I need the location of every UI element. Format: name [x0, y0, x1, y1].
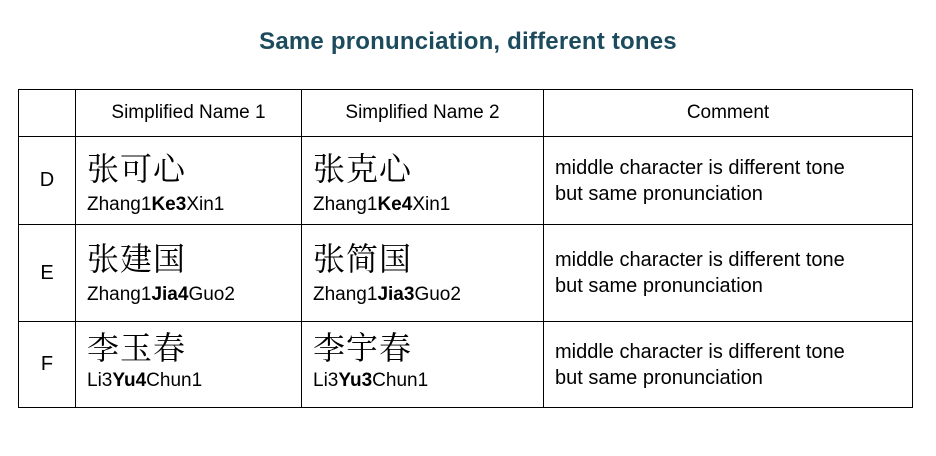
header-simplified-name-2: Simplified Name 2 [302, 90, 544, 137]
hanzi-name: 张建国 [87, 240, 187, 278]
comment-line: middle character is different tone [555, 156, 845, 179]
pinyin-syllable-highlight: Ke3 [151, 194, 187, 215]
pinyin-syllable: Zhang1 [313, 284, 378, 305]
name-1-cell [76, 225, 302, 322]
table-header-row [19, 90, 913, 137]
pinyin-name [87, 194, 301, 216]
pinyin-syllable: Zhang1 [87, 284, 152, 305]
hanzi-name: 张可心 [87, 150, 187, 188]
hanzi-name: 李宇春 [313, 329, 413, 367]
pinyin-name [87, 284, 301, 306]
hanzi-name: 李玉春 [87, 329, 187, 367]
pinyin-syllable: Zhang1 [87, 194, 152, 215]
names-table [18, 89, 913, 408]
hanzi-name: 张克心 [313, 150, 413, 188]
comment-line: but same pronunciation [555, 182, 763, 205]
header-label [19, 90, 76, 137]
table-row [19, 137, 913, 225]
pinyin-syllable: Guo2 [414, 284, 461, 305]
row-label: F [19, 322, 76, 408]
header-comment: Comment [544, 90, 913, 137]
comment-line: middle character is different tone [555, 249, 845, 271]
hanzi-name: 张简国 [313, 240, 413, 278]
comment-line: middle character is different tone [555, 340, 845, 363]
table-row [19, 225, 913, 322]
pinyin-syllable: Xin1 [412, 194, 451, 215]
comment-cell [544, 322, 913, 408]
name-1-cell [76, 137, 302, 225]
row-label: D [19, 137, 76, 225]
header-simplified-name-1: Simplified Name 1 [76, 90, 302, 137]
name-2-cell [302, 225, 544, 322]
pinyin-name [313, 194, 543, 216]
page-title: Same pronunciation, different tones [259, 28, 677, 55]
pinyin-syllable-highlight: Jia3 [377, 284, 415, 305]
row-label: E [19, 225, 76, 322]
table-row [19, 322, 913, 408]
comment-cell [544, 225, 913, 322]
pinyin-syllable: Zhang1 [313, 194, 378, 215]
pinyin-syllable-highlight: Jia4 [151, 284, 189, 305]
name-2-cell [302, 322, 544, 408]
pinyin-syllable: Chun1 [372, 370, 429, 391]
pinyin-syllable: Li3 [87, 370, 113, 391]
comment-cell [544, 137, 913, 225]
comment-line: but same pronunciation [555, 366, 763, 389]
name-2-cell [302, 137, 544, 225]
pinyin-name [87, 370, 301, 392]
pinyin-syllable-highlight: Yu4 [112, 370, 147, 391]
pinyin-syllable: Xin1 [186, 194, 225, 215]
pinyin-name [313, 370, 543, 392]
pinyin-syllable: Chun1 [146, 370, 203, 391]
comment-line: but same pronunciation [555, 275, 763, 297]
pinyin-syllable: Guo2 [188, 284, 235, 305]
pinyin-syllable: Li3 [313, 370, 339, 391]
pinyin-name [313, 284, 543, 306]
name-1-cell [76, 322, 302, 408]
pinyin-syllable-highlight: Ke4 [377, 194, 413, 215]
pinyin-syllable-highlight: Yu3 [338, 370, 373, 391]
